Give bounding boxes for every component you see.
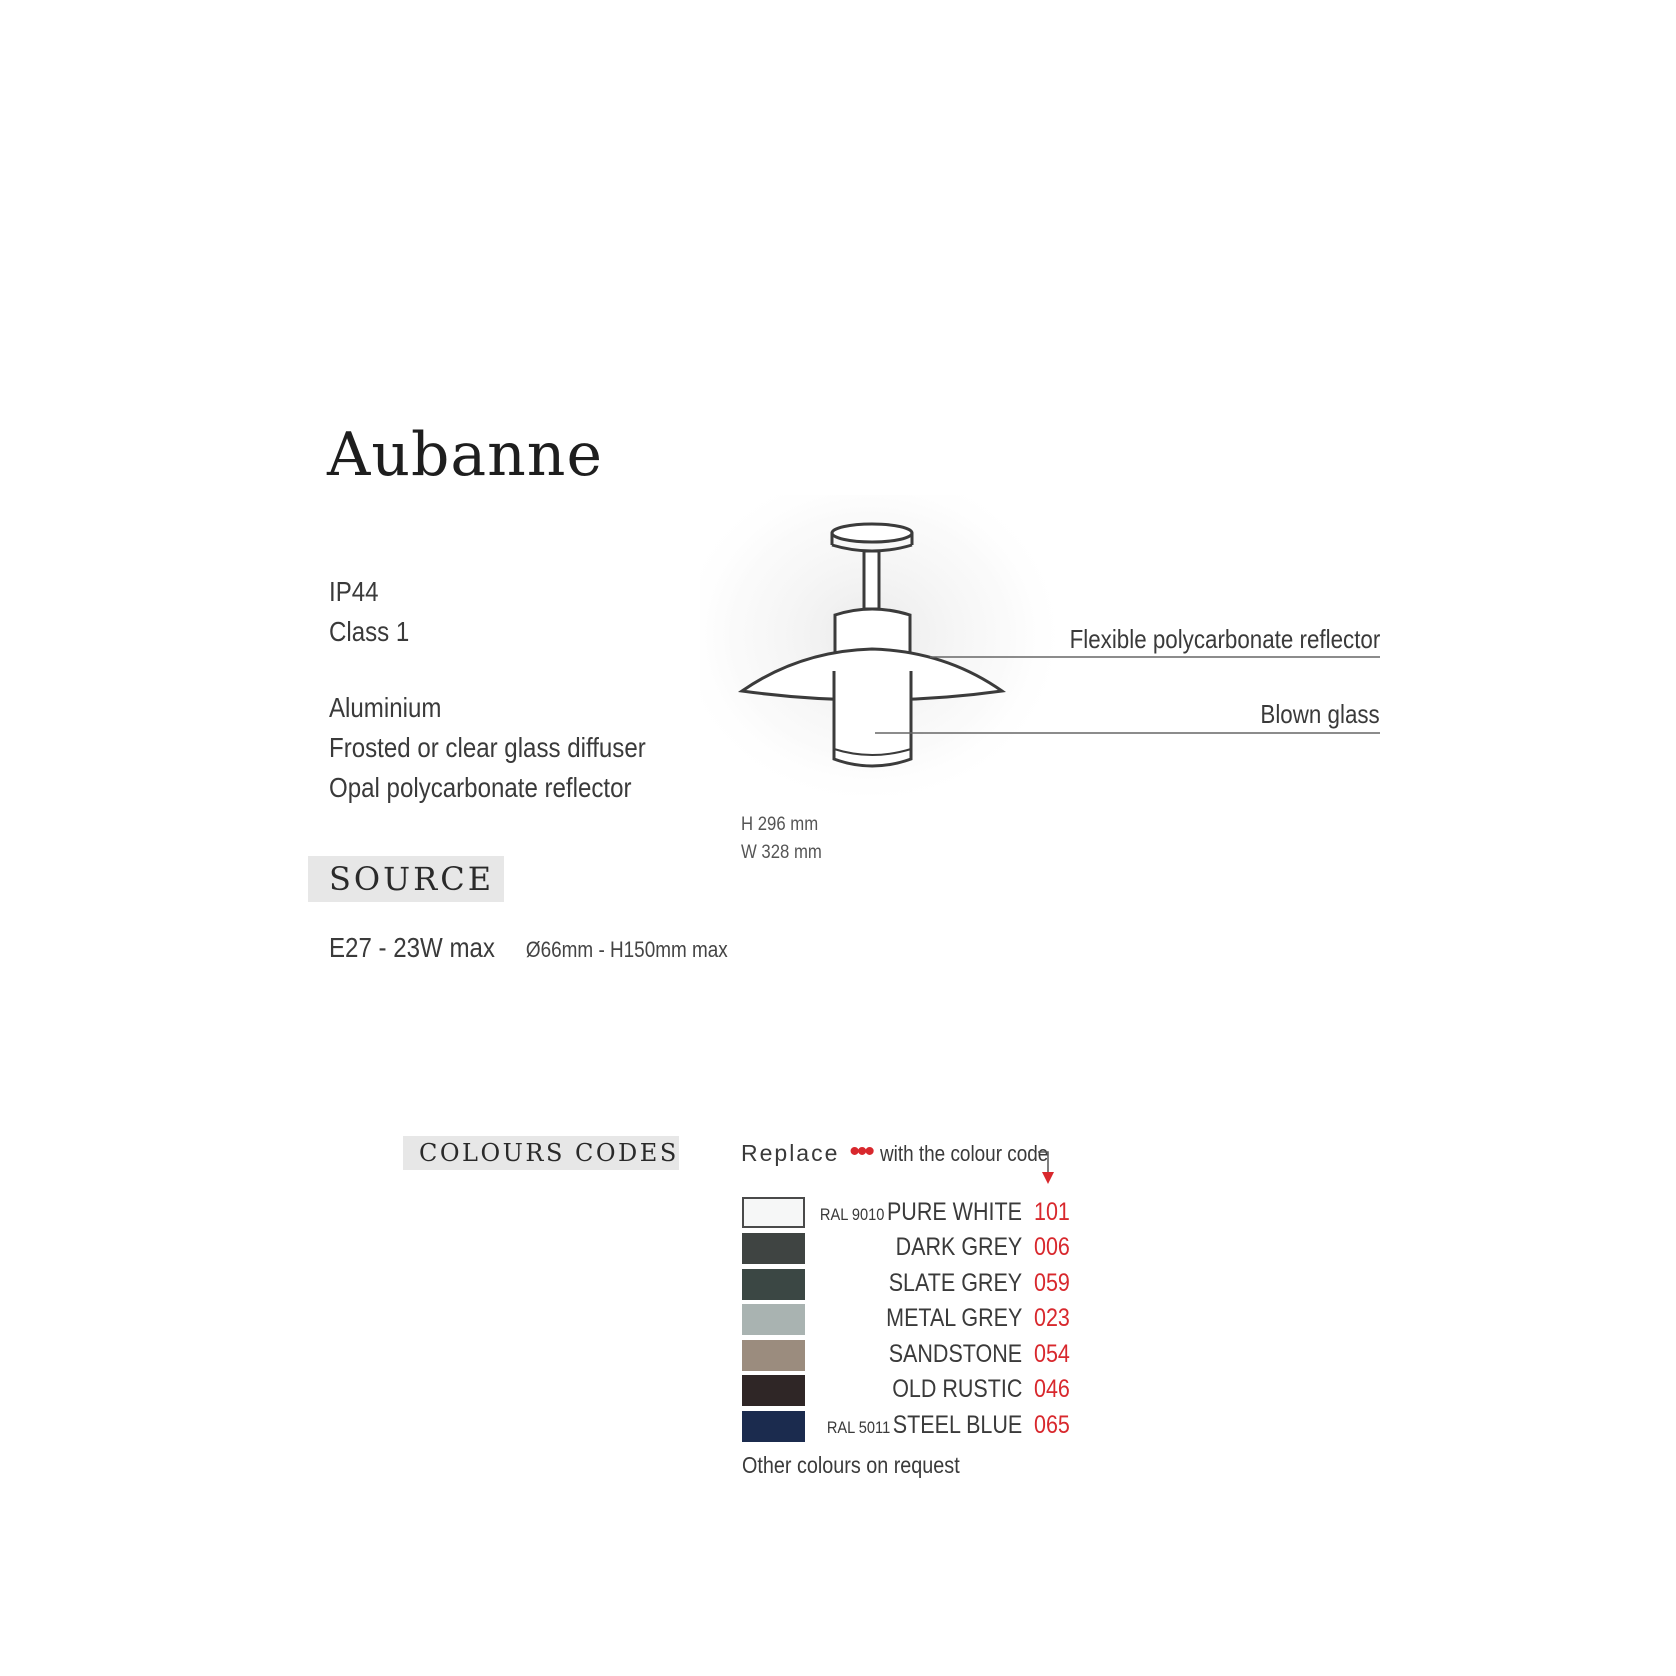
swatch-sandstone: [742, 1340, 805, 1371]
lamp-spec: E27 - 23W max: [329, 932, 495, 963]
colour-name: OLD RUSTIC: [891, 1375, 1022, 1403]
ip-rating: IP44: [329, 576, 379, 607]
reflector-callout: Flexible polycarbonate reflector: [1069, 624, 1380, 654]
product-title: Aubanne: [327, 420, 603, 490]
ral-code: RAL 9010: [819, 1205, 885, 1224]
colour-code: 023: [1034, 1304, 1070, 1332]
electrical-class: Class 1: [329, 616, 410, 647]
swatch-old-rustic: [742, 1375, 805, 1406]
swatch-pure-white: [742, 1197, 805, 1228]
colour-name: METAL GREY: [885, 1304, 1022, 1332]
colour-code: 006: [1034, 1233, 1070, 1261]
swatch-dark-grey: [742, 1233, 805, 1264]
down-arrow-icon: [1038, 1150, 1058, 1186]
bulb-dimensions: Ø66mm - H150mm max: [525, 937, 728, 962]
material-item: Opal polycarbonate reflector: [329, 772, 632, 803]
colour-name: DARK GREY: [895, 1233, 1022, 1261]
swatch-metal-grey: [742, 1304, 805, 1335]
height-dimension: H 296 mm: [741, 814, 819, 835]
other-colours-note: Other colours on request: [742, 1452, 960, 1478]
swatch-slate-grey: [742, 1269, 805, 1300]
placeholder-dots: •••: [849, 1135, 872, 1168]
colour-name: RAL 5011 STEEL BLUE: [826, 1411, 1022, 1439]
colours-heading: COLOURS CODES: [403, 1136, 679, 1170]
replace-rest: with the colour code: [879, 1141, 1049, 1166]
ral-code: RAL 5011: [826, 1418, 890, 1437]
glass-callout: Blown glass: [1260, 699, 1380, 729]
colour-code: 054: [1034, 1340, 1070, 1368]
lamp-stem: [864, 551, 879, 609]
colour-name: SANDSTONE: [888, 1340, 1022, 1368]
replace-word: Replace: [741, 1140, 840, 1166]
material-item: Aluminium: [329, 692, 442, 723]
material-item: Frosted or clear glass diffuser: [329, 732, 646, 763]
width-dimension: W 328 mm: [741, 842, 822, 863]
colour-name: SLATE GREY: [888, 1269, 1022, 1297]
source-heading: SOURCE: [308, 856, 504, 902]
colour-code: 046: [1034, 1375, 1070, 1403]
materials-list: [329, 688, 646, 808]
dimensions: [741, 811, 822, 867]
swatch-steel-blue: [742, 1411, 805, 1442]
colour-name: RAL 9010 PURE WHITE: [819, 1198, 1022, 1226]
colour-code: 101: [1034, 1198, 1070, 1226]
source-line: [329, 932, 728, 964]
protection-specs: [329, 572, 409, 652]
replace-instruction: [741, 1135, 1076, 1168]
colour-code: 065: [1034, 1411, 1070, 1439]
lamp-body: [835, 609, 910, 653]
colour-code: 059: [1034, 1269, 1070, 1297]
